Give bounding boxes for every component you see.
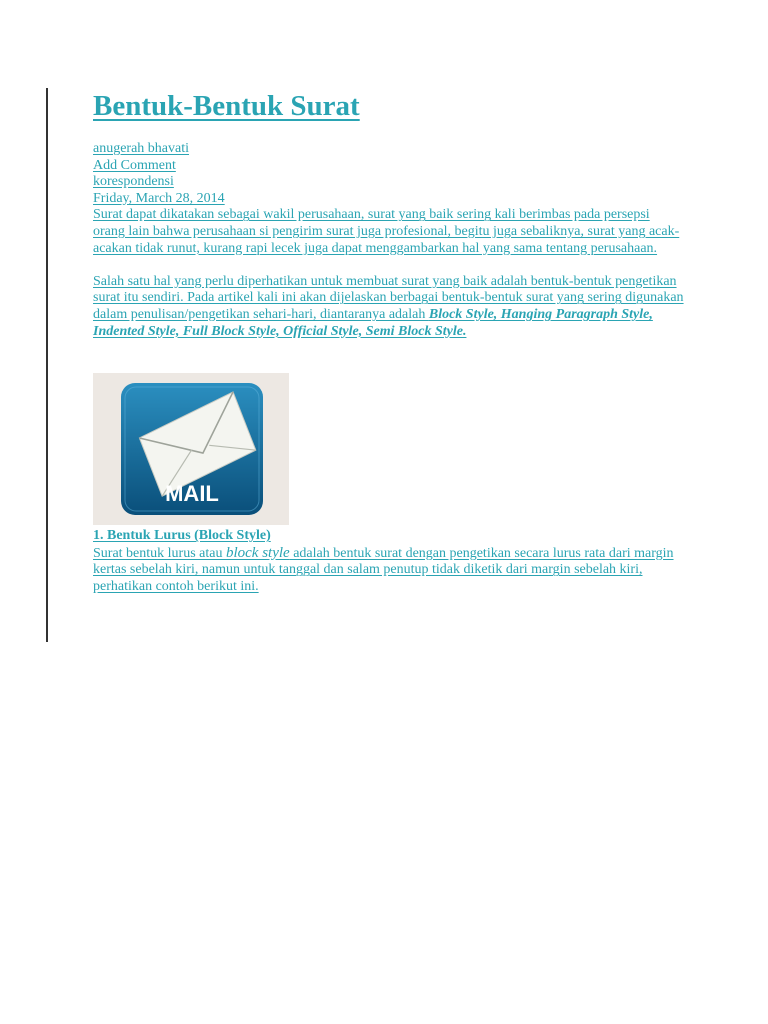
- article: [93, 88, 685, 596]
- category-link[interactable]: korespondensi: [93, 174, 174, 190]
- paragraph-styles-intro: Salah satu hal yang perlu diperhatikan untuk membuat surat yang baik adalah bentuk-bentuk pengetikan surat itu sendiri. Pada artikel kali ini akan dijelaskan berbagai bentuk-bentuk surat yang sering digunakan dalam penulisan/pengetikan sehari-hari, diantaranya adalah: [93, 273, 684, 322]
- section-text-before: Surat bentuk lurus atau: [93, 545, 226, 561]
- add-comment-link[interactable]: Add Comment: [93, 157, 176, 173]
- article-title[interactable]: Bentuk-Bentuk Surat: [93, 90, 360, 122]
- paragraph-styles: [93, 274, 685, 340]
- article-meta: [93, 141, 685, 207]
- author-link[interactable]: anugerah bhavati: [93, 141, 190, 156]
- style-list: Block Style, Hanging Paragraph Style, Indented Style, Full Block Style, Official Style, Semi Block Style.: [93, 306, 653, 339]
- mail-envelope-icon: [93, 373, 289, 525]
- mail-image: [93, 373, 289, 525]
- section-text-italic: block style: [225, 544, 290, 561]
- section-block-style-text: [93, 545, 685, 596]
- date-link[interactable]: Friday, March 28, 2014: [93, 190, 225, 206]
- section-text-after: adalah bentuk surat dengan pengetikan secara lurus rata dari margin kertas sebelah kiri, namun untuk tanggal dan salam penutup tidak diketik dari margin sebelah kiri, perhatikan contoh berikut ini.: [93, 545, 674, 594]
- paragraph-intro: Surat dapat dikatakan sebagai wakil perusahaan, surat yang baik sering kali berimbas pada persepsi orang lain bahwa perusahaan si pengirim surat juga profesional, begitu juga sebaliknya, surat yang acak-acakan tidak runut, kurang rapi lecek juga dapat menggambarkan hal yang sama tentang perusahaan.: [93, 207, 680, 256]
- section-heading-block-style: 1. Bentuk Lurus (Block Style): [93, 528, 271, 544]
- mail-label: MAIL: [165, 481, 219, 507]
- page-margin-line: [46, 88, 48, 642]
